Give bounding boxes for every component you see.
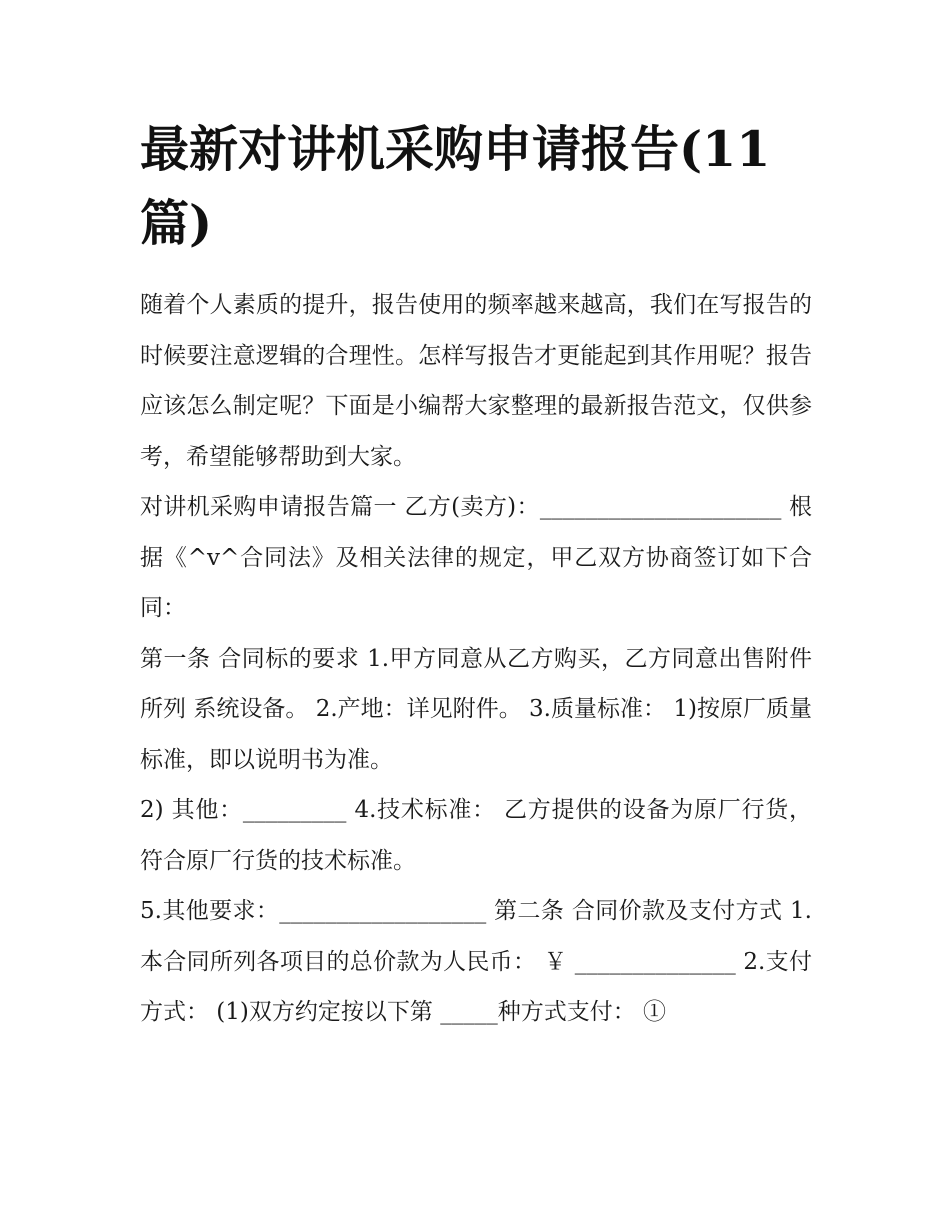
document-body [140,280,812,1038]
document-title: 最新对讲机采购申请报告(11篇) [140,120,771,252]
paragraph-contract-opening: 对讲机采购申请报告篇一 乙方(卖方)：_____________________ 根据《^v^合同法》及相关法律的规定，甲乙双方协商签订如下合同： [140,494,812,621]
paragraph-article-one: 第一条 合同标的要求 1.甲方同意从乙方购买，乙方同意出售附件所列 系统设备。 2.产地：详见附件。 3.质量标准： 1)按原厂质量标准，即以说明书为准。 [140,645,812,773]
paragraph-article-two: 5.其他要求：__________________ 第二条 合同价款及支付方式 1.本合同所列各项目的总价款为人民币： ￥ ______________ 2.支付方式： (1)双方约定按以下第 _____种方式支付： ① [140,898,812,1025]
paragraph-intro: 随着个人素质的提升，报告使用的频率越来越高，我们在写报告的时候要注意逻辑的合理性。怎样写报告才更能起到其作用呢？报告应该怎么制定呢？下面是小编帮大家整理的最新报告范文，仅供参考，希望能够帮助到大家。 [140,292,812,470]
paragraph-technical-standard: 2) 其他：_________ 4.技术标准： 乙方提供的设备为原厂行货，符合原厂行货的技术标准。 [140,797,812,874]
